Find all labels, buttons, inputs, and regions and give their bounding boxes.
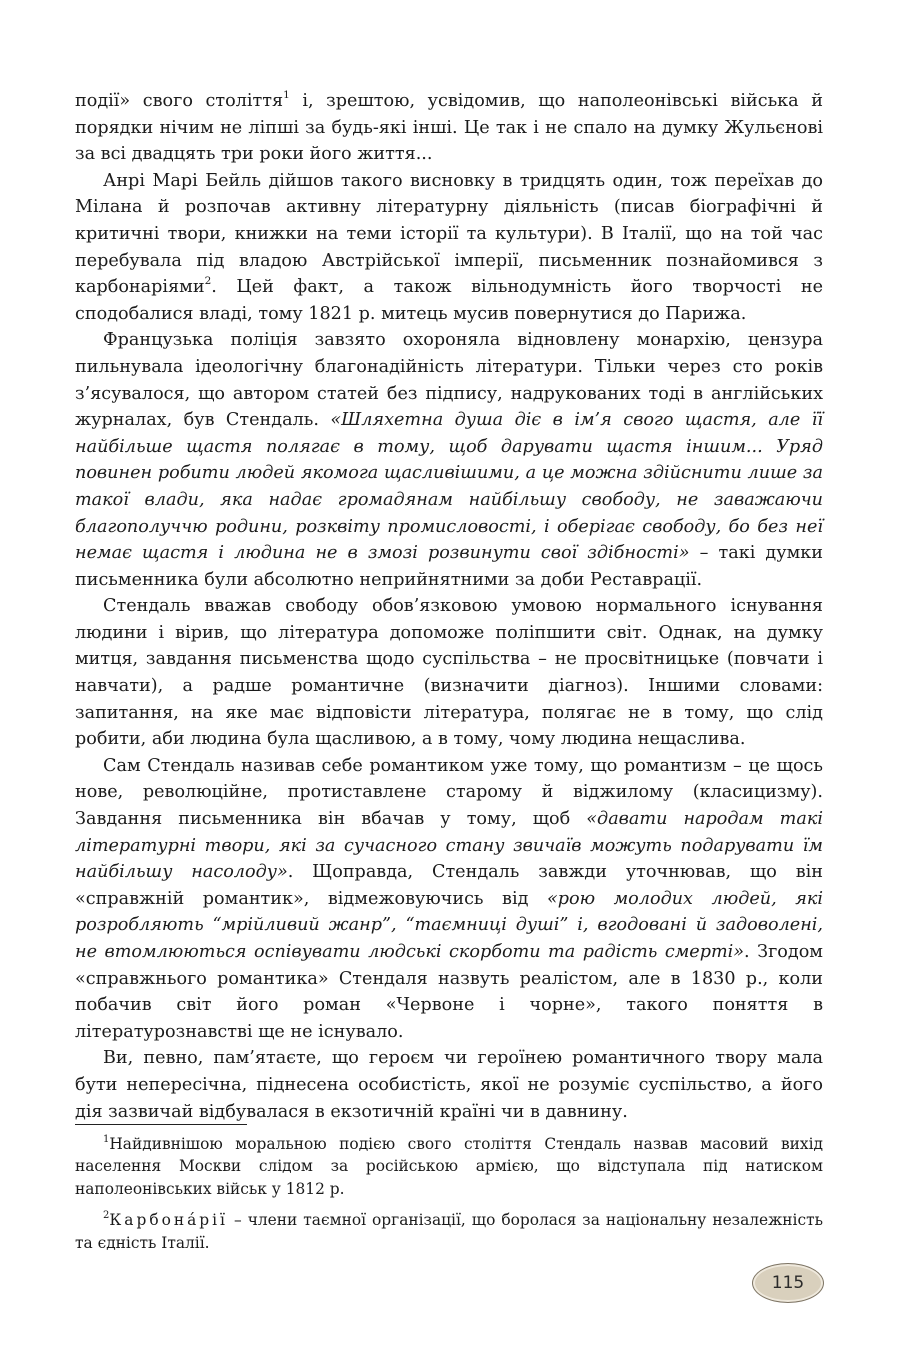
paragraph-1 (75, 88, 823, 168)
paragraph-4: Стендаль вважав свободу обов’язковою умовою нормального існування людини і вірив, що література допоможе поліпшити світ. Однак, на думку митця, завдання письменства щодо суспільства – не просвітницьке (повчати і навчати), а радше романтичне (визначити діагноз). Іншими словами: запитання, на яке має відповісти література, полягає не в тому, що слід робити, аби людина була щасливою, а в тому, чому людина нещаслива. (75, 596, 823, 750)
paragraph-2 (75, 168, 823, 328)
p5-text-b: . Щоправда, Стендаль завжди уточнював, що він «справжній романтик», відмежовуючись від (75, 862, 823, 909)
paragraph-3 (75, 327, 823, 593)
footnote-1-number: 1 (103, 1133, 110, 1145)
p5-quote-1: «давати народам такі літературні твори, які за сучасного стану звичаїв можуть подарувати їм найбільшу насолоду» (75, 809, 823, 883)
footnote-2 (75, 1209, 823, 1254)
p2-text-a: Анрі Марі Бейль дійшов такого висновку в тридцять один, тож переїхав до Мілана й розпочав активну літературну діяльність (писав біографічні й критичні твори, книжки на теми історії та культури). В Італії, що на той час перебувала під владою Австрійської імперії, письменник познайомився з карбонаріями (75, 170, 823, 298)
footnote-1-text: Найдивнішою моральною подією свого століття Стендаль назвав масовий вихід населення Москви слідом за російською армією, що відступала під натиском наполеонівських військ у 1812 р. (75, 1135, 823, 1198)
page-number-badge (752, 1263, 824, 1303)
footnote-2-text: – члени таємної організації, що боролася за національну незалежність та єдність Італії. (75, 1211, 823, 1252)
footnote-divider (75, 1124, 247, 1125)
footnote-ref-1: 1 (283, 89, 290, 102)
footnote-2-term: Карбонáрії (109, 1211, 228, 1230)
p3-text-a: Французька поліція завзято охороняла відновлену монархію, цензура пильнувала ідеологічну благонадійність літератури. Тільки через сто років з’ясувалося, що автором статей без підпису, надрукованих тоді в англійських журналах, був Стендаль. (75, 330, 823, 431)
p2-text-b: . Цей факт, а також вільнодумність його творчості не сподобалися владі, тому 1821 р. митець мусив повернутися до Парижа. (75, 277, 823, 324)
main-text (75, 88, 823, 1125)
footnote-ref-2: 2 (204, 275, 212, 288)
p3-quote: «Шляхетна душа діє в ім’я свого щастя, але її найбільше щастя полягає в тому, щоб дарувати щастя іншим... Уряд повинен робити людей якомога щасливішими, а це можна здійснити лише за такої влади, яка надає громадянам найбільшу свободу, не заважаючи благополуччю родини, розквіту промисловості, і оберігає свободу, бо без неї немає щастя і людина не в змозі розвинути свої здібності» (75, 410, 823, 564)
paragraph-5 (75, 753, 823, 1046)
p5-text-a: Сам Стендаль називав себе романтиком уже тому, що романтизм – це щось нове, революційне, протиставлене старому й віджилому (класицизму). Завдання письменника він вбачав у тому, щоб (75, 755, 823, 830)
footnote-2-number: 2 (103, 1210, 110, 1222)
paragraph-6: Ви, певно, пам’ятаєте, що героєм чи героїнею романтичного твору мала бути непересічна, піднесена особистість, якої не розуміє суспільство, а його дія зазвичай відбувалася в екзотичній країні чи в давнину. (75, 1048, 823, 1122)
p5-quote-2: «рою молодих людей, які розробляють “мрійливий жанр”, “таємниці душі” і, вгодовані й задоволені, не втомлюються оспівувати людські скорботи та радість смерті» (75, 888, 824, 962)
footnotes (75, 1133, 823, 1263)
page-number: 115 (771, 1273, 805, 1293)
p3-text-b: – такі думки письменника були абсолютно неприйнятними за доби Реставрації. (75, 543, 824, 590)
footnote-1 (75, 1133, 823, 1200)
p1-text-b: і, зрештою, усвідомив, що наполеонівські війська й порядки нічим не ліпші за будь-які інші. Це так і не спало на думку Жульєнові за всі двадцять три роки його життя... (75, 91, 823, 165)
p1-text-a: події» свого століття (75, 91, 284, 111)
p5-text-c: . Згодом «справжнього романтика» Стендаля назвуть реалістом, але в 1830 р., коли побачив світ його роман «Червоне і чорне», такого поняття в літературознавстві ще не існувало. (75, 942, 823, 1042)
